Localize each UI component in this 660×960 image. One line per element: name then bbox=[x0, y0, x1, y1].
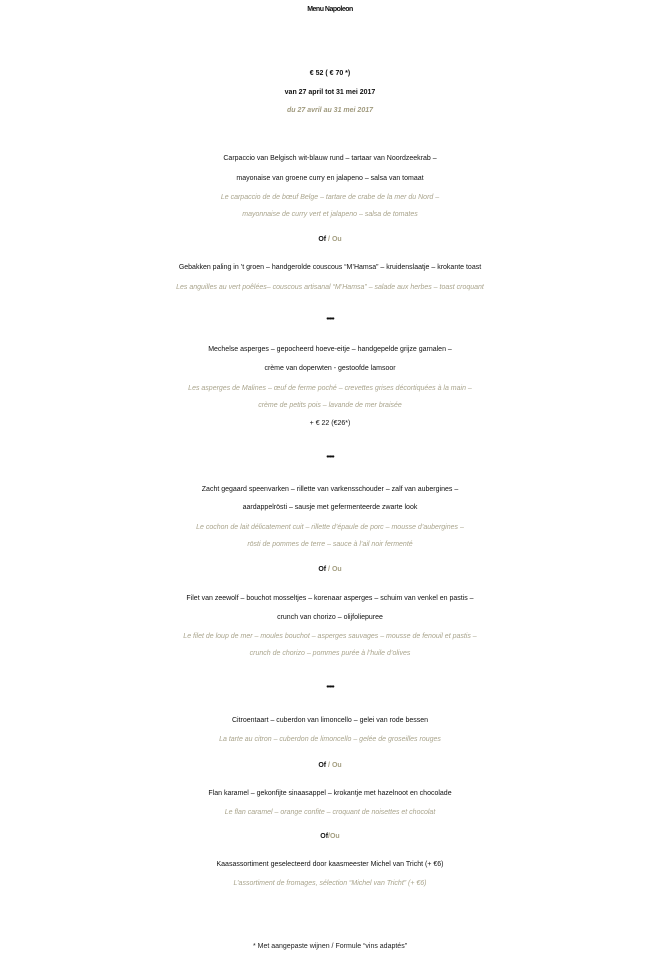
course4-opt1-nl-line1: Citroentaart – cuberdon van limoncello – gelei van rode bessen bbox=[231, 717, 429, 724]
course1-opt2-fr-line1: Les anguilles au vert poêlées– couscous artisanal “M’Hamsa” – salade aux herbes – toast croquant bbox=[176, 284, 484, 291]
course4-opt2-fr-line1: Le flan caramel – orange confite – croquant de noisettes et chocolat bbox=[224, 809, 436, 816]
course4-opt2-nl-line1: Flan karamel – gekonfijte sinaasappel – krokantje met hazelnoot en chocolade bbox=[208, 790, 452, 797]
or-divider-2: Of / Ou bbox=[318, 566, 342, 573]
menu-price: € 52 ( € 70 *) bbox=[309, 70, 351, 77]
course2-nl-line2: crème van doperwten - gestoofde lamsoor bbox=[264, 365, 396, 372]
course3-opt2-fr-line2: crunch de chorizo – pommes purée à l’huile d’olives bbox=[249, 650, 411, 657]
course-separator-3: ••••• bbox=[326, 684, 334, 691]
course4-opt3-fr-line1: L’assortiment de fromages, sélection “Michel van Tricht” (+ €6) bbox=[233, 880, 427, 887]
course4-opt1-fr-line1: La tarte au citron – cuberdon de limoncello – gelée de groseilles rouges bbox=[219, 736, 441, 743]
course1-opt2-nl-line1: Gebakken paling in ’t groen – handgerolde couscous “M’Hamsa” – kruidenslaatje – krokante toast bbox=[178, 264, 482, 271]
or-divider-3: Of / Ou bbox=[318, 762, 342, 769]
or-divider-4: Of/Ou bbox=[320, 833, 340, 840]
course3-opt2-nl-line2: crunch van chorizo – olijfoliepuree bbox=[277, 614, 383, 621]
course1-opt1-fr-line2: mayonnaise de curry vert et jalapeno – salsa de tomates bbox=[242, 211, 418, 218]
course4-opt3-nl-line1: Kaasassortiment geselecteerd door kaasmeester Michel van Tricht (+ €6) bbox=[216, 861, 444, 868]
course2-fr-line2: crème de petits pois – lavande de mer braisée bbox=[258, 402, 402, 409]
course1-opt1-fr-line1: Le carpaccio de de bœuf Belge – tartare de crabe de la mer du Nord – bbox=[220, 194, 440, 201]
course2-fr-line1: Les asperges de Malines – œuf de ferme poché – crevettes grises décortiquées à la main – bbox=[188, 385, 472, 392]
menu-title: Menu Napoleon bbox=[307, 6, 353, 13]
course2-supplement: + € 22 (€26*) bbox=[309, 420, 351, 427]
course3-opt1-fr-line2: rösti de pommes de terre – sauce à l’ail noir fermenté bbox=[247, 541, 413, 548]
course-separator-2: ••••• bbox=[326, 454, 334, 461]
validity-dates-fr: du 27 avril au 31 mei 2017 bbox=[287, 107, 373, 114]
course1-opt1-nl-line2: mayonaise van groene curry en jalapeno – salsa van tomaat bbox=[236, 175, 424, 182]
course3-opt2-fr-line1: Le filet de loup de mer – moules bouchot – asperges sauvages – mousse de fenouil et pastis – bbox=[183, 633, 477, 640]
course3-opt1-fr-line1: Le cochon de lait délicatement cuit – rillette d’épaule de porc – mousse d’aubergines – bbox=[196, 524, 464, 531]
course3-opt1-nl-line2: aardappelrösti – sausje met gefermenteerde zwarte look bbox=[242, 504, 418, 511]
course2-nl-line1: Mechelse asperges – gepocheerd hoeve-eitje – handgepelde grijze garnalen – bbox=[208, 346, 452, 353]
validity-dates-nl: van 27 april tot 31 mei 2017 bbox=[284, 89, 376, 96]
course-separator-1: ••••• bbox=[326, 316, 334, 323]
or-divider-1: Of / Ou bbox=[318, 236, 342, 243]
course1-opt1-nl-line1: Carpaccio van Belgisch wit-blauw rund – tartaar van Noordzeekrab – bbox=[223, 155, 437, 162]
course3-opt2-nl-line1: Filet van zeewolf – bouchot mosseltjes – korenaar asperges – schuim van venkel en pastis – bbox=[186, 595, 474, 602]
course3-opt1-nl-line1: Zacht gegaard speenvarken – rillette van varkensschouder – zalf van aubergines – bbox=[201, 486, 459, 493]
footer-note: * Met aangepaste wijnen / Formule “vins adaptés” bbox=[252, 943, 408, 950]
